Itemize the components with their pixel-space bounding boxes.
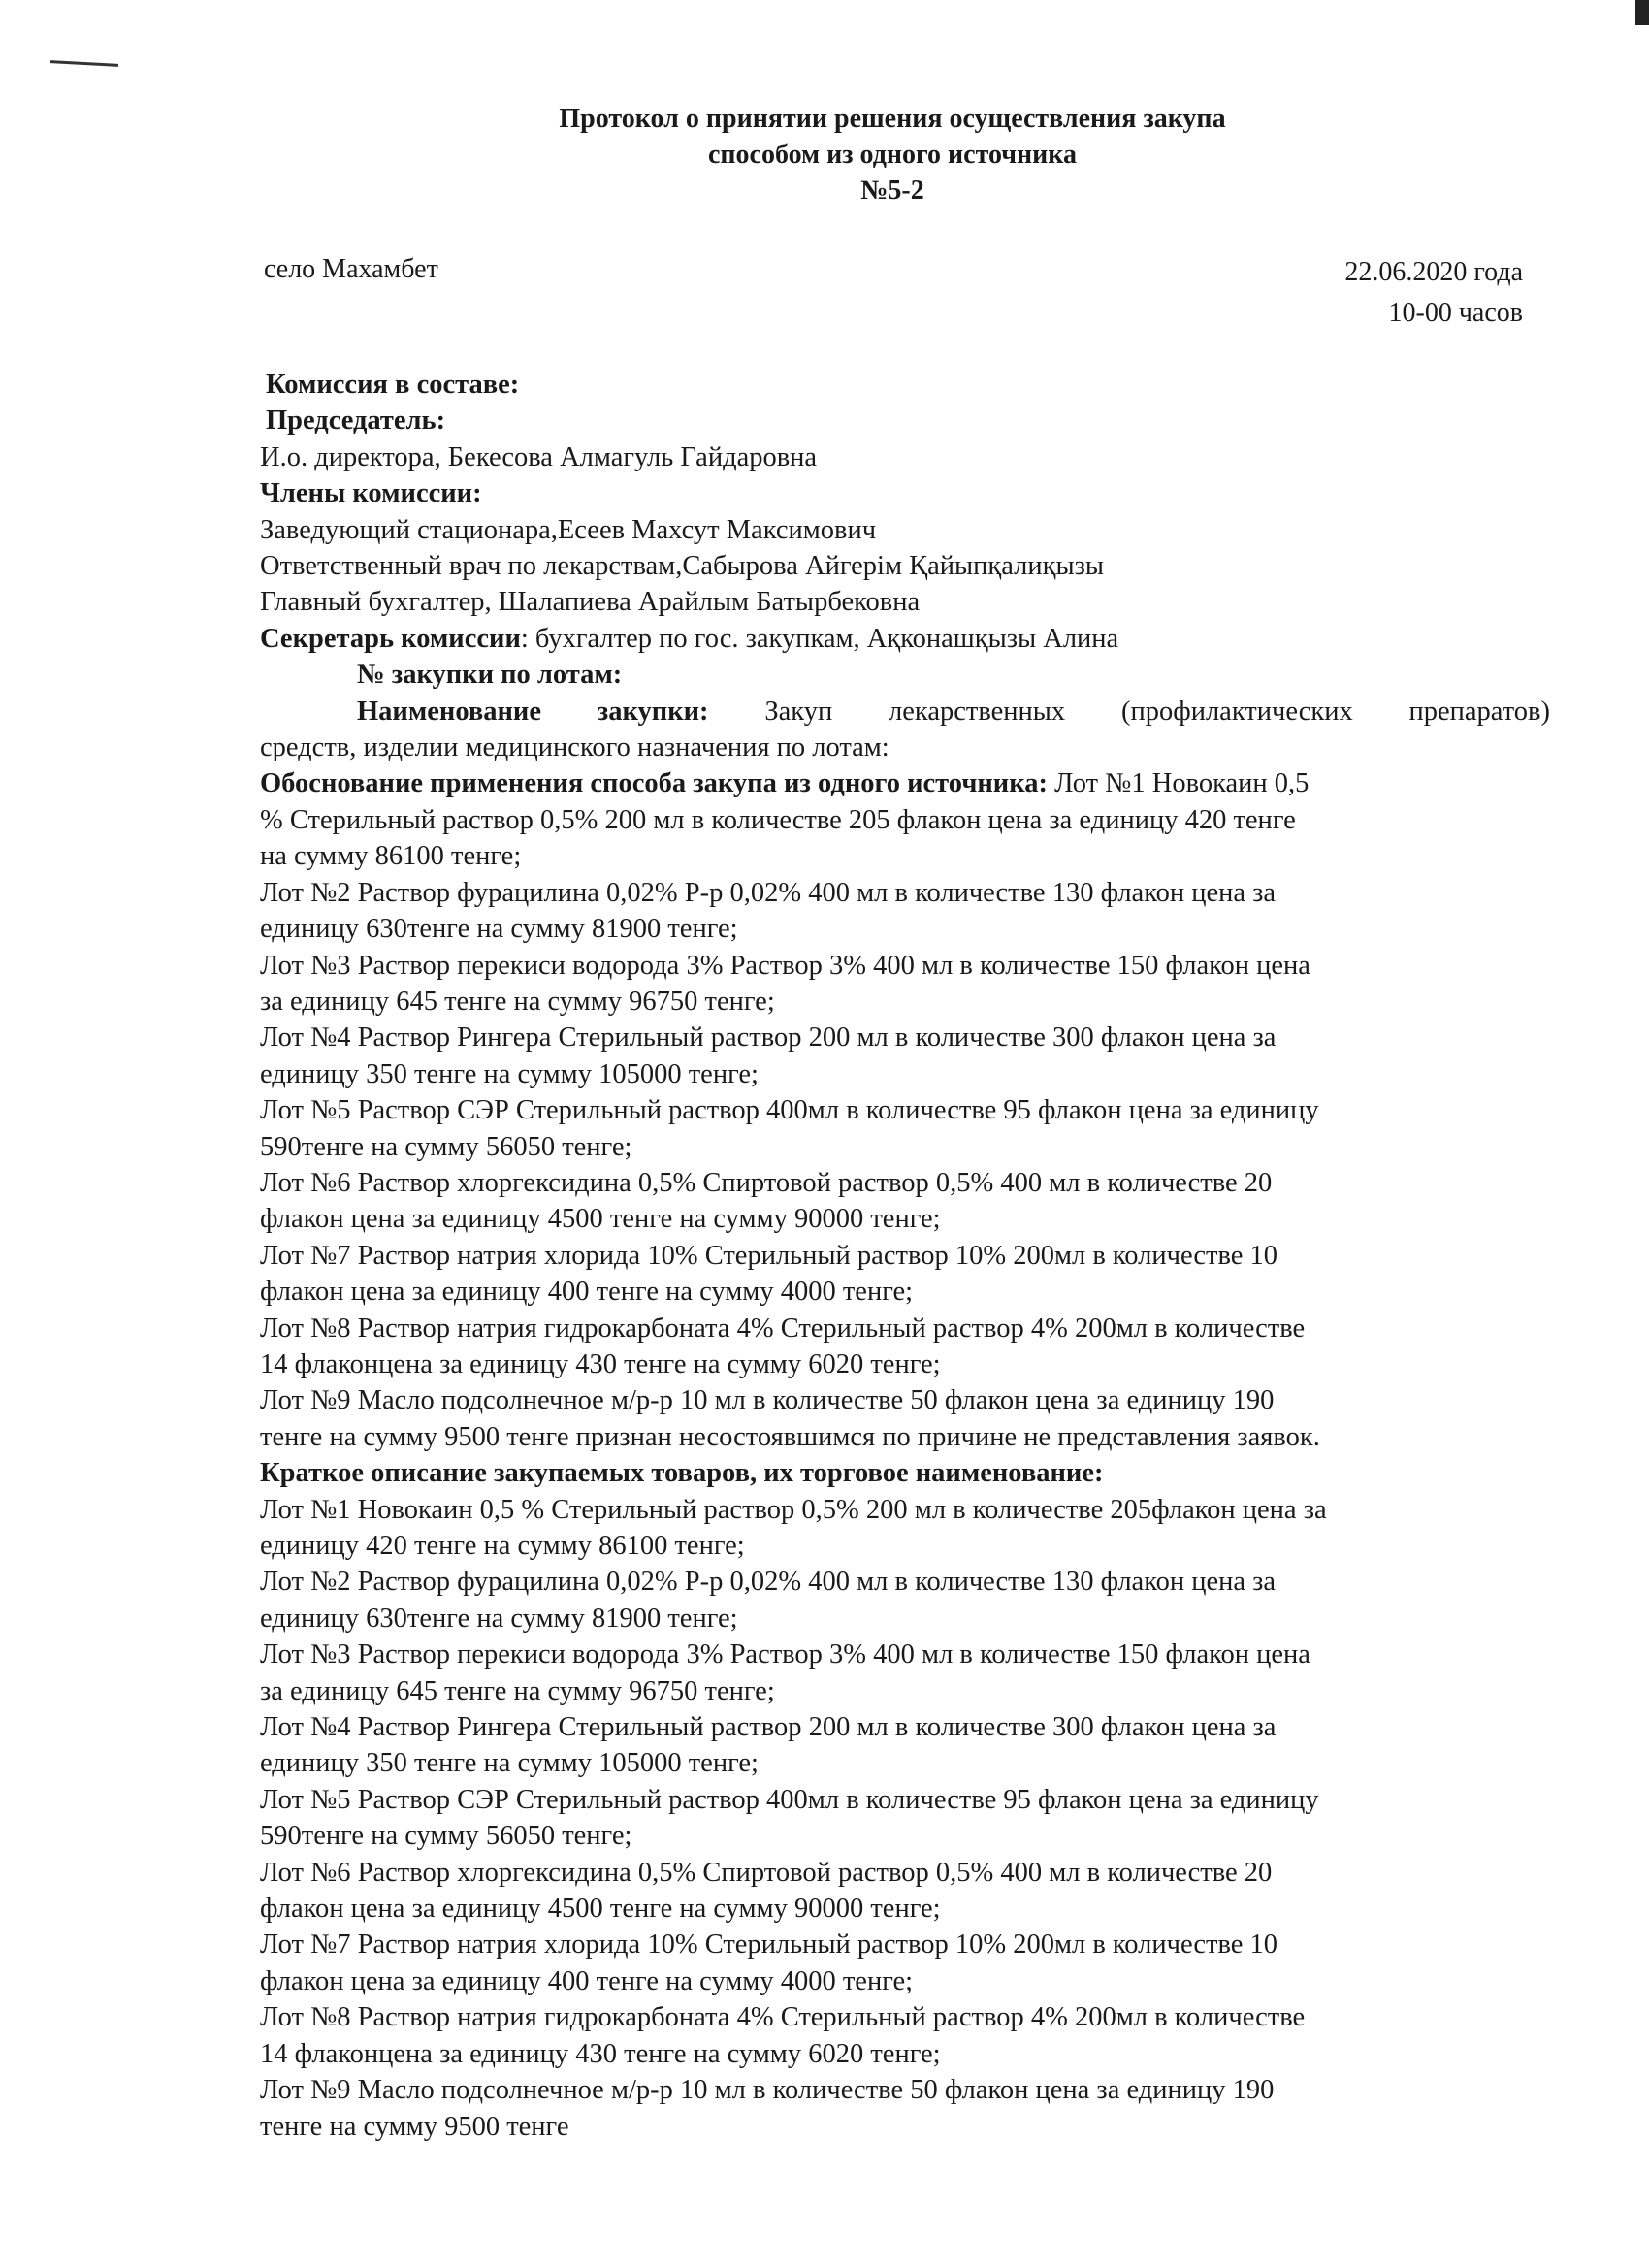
justification-line: Лот №8 Раствор натрия гидрокарбоната 4% Стерильный раствор 4% 200мл в количестве (260, 1312, 1306, 1344)
description-line: единицу 350 тенге на сумму 105000 тенге; (260, 1748, 759, 1779)
chair-label: Председатель: (266, 405, 446, 437)
description-line: Лот №5 Раствор СЭР Стерильный раствор 400мл в количестве 95 флакон цена за единицу (260, 1784, 1319, 1815)
description-line: Лот №4 Раствор Рингера Стерильный раствор 200 мл в количестве 300 флакон цена за (260, 1712, 1277, 1743)
description-line: за единицу 645 тенге на сумму 96750 тенге; (260, 1675, 775, 1706)
justification-line: тенге на сумму 9500 тенге признан несостоявшимся по причине не представления заявок. (260, 1421, 1320, 1452)
justification-line: Лот №9 Масло подсолнечное м/р-р 10 мл в количестве 50 флакон цена за единицу 190 (260, 1385, 1275, 1416)
description-line: единицу 630тенге на сумму 81900 тенге; (260, 1603, 738, 1634)
scan-artifact-corner (1635, 0, 1649, 25)
justification-line: Лот №7 Раствор натрия хлорида 10% Стерильный раствор 10% 200мл в количестве 10 (260, 1240, 1278, 1271)
justification-label: Обоснование применения способа закупа из одного источника: (260, 768, 1048, 799)
justification-line: % Стерильный раствор 0,5% 200 мл в количестве 205 флакон цена за единицу 420 тенге (260, 804, 1296, 835)
secretary-value: : бухгалтер по гос. закупкам, Ақконашқызы Алина (520, 623, 1119, 654)
justification-line: Лот №3 Раствор перекиси водорода 3% Раствор 3% 400 мл в количестве 150 флакон цена (260, 950, 1310, 981)
justification-lines (260, 802, 1550, 1455)
justification-line: Лот №2 Раствор фурацилина 0,02% Р-р 0,02% 400 мл в количестве 130 флакон цена за (260, 877, 1277, 908)
justification-line: единицу 630тенге на сумму 81900 тенге; (260, 914, 738, 945)
title-line-2: способом из одного источника (707, 140, 1078, 170)
member-2: Ответственный врач по лекарствам,Сабырова Айгерім Қайыпқалиқызы (260, 551, 1105, 582)
commission-heading: Комиссия в составе: (266, 370, 520, 400)
description-line: Лот №2 Раствор фурацилина 0,02% Р-р 0,02% 400 мл в количестве 130 флакон цена за (260, 1567, 1277, 1598)
justification-line: 590тенге на сумму 56050 тенге; (260, 1131, 632, 1162)
description-line: флакон цена за единицу 400 тенге на сумму 4000 тенге; (260, 1965, 914, 1996)
justification-line: флакон цена за единицу 4500 тенге на сумму 90000 тенге; (260, 1204, 941, 1235)
lot-number-label: № закупки по лотам: (357, 660, 623, 691)
description-label: Краткое описание закупаемых товаров, их торговое наименование: (260, 1458, 1104, 1489)
description-line: Лот №3 Раствор перекиси водорода 3% Раствор 3% 400 мл в количестве 150 флакон цена (260, 1639, 1310, 1670)
description-line: Лот №9 Масло подсолнечное м/р-р 10 мл в количестве 50 флакон цена за единицу 190 (260, 2075, 1275, 2106)
description-line: Лот №7 Раствор натрия хлорида 10% Стерильный раствор 10% 200мл в количестве 10 (260, 1929, 1278, 1960)
description-line: 590тенге на сумму 56050 тенге; (260, 1821, 632, 1852)
title-line-1: Протокол о принятии решения осуществления закупа (559, 104, 1226, 134)
procurement-name-text: Закуп лекарственных (профилактических препаратов) (764, 696, 1550, 727)
date-block (1344, 252, 1523, 334)
justification-first-line (260, 765, 1550, 801)
justification-line: Лот №5 Раствор СЭР Стерильный раствор 400мл в количестве 95 флакон цена за единицу (260, 1095, 1319, 1126)
description-line: единицу 420 тенге на сумму 86100 тенге; (260, 1531, 745, 1561)
title-line-3: №5-2 (860, 176, 924, 206)
members-label: Члены комиссии: (260, 478, 482, 509)
secretary (260, 621, 1550, 657)
justification-line: Лот №1 Новокаин 0,5 (1047, 768, 1310, 799)
description-line: 14 флаконцена за единицу 430 тенге на сумму 6020 тенге; (260, 2038, 941, 2069)
place: село Махамбет (264, 254, 438, 284)
member-1: Заведующий стационара,Есеев Махсут Максимович (260, 514, 877, 545)
justification-line: Лот №4 Раствор Рингера Стерильный раствор 200 мл в количестве 300 флакон цена за (260, 1022, 1277, 1053)
document-title (0, 101, 1649, 209)
description-line: флакон цена за единицу 4500 тенге на сумму 90000 тенге; (260, 1894, 941, 1925)
description-line: тенге на сумму 9500 тенге (260, 2111, 569, 2142)
description-line: Лот №8 Раствор натрия гидрокарбоната 4% Стерильный раствор 4% 200мл в количестве (260, 2002, 1306, 2033)
procurement-name-label: Наименование закупки: (357, 696, 709, 727)
date: 22.06.2020 года (1344, 257, 1523, 287)
justification-line: единицу 350 тенге на сумму 105000 тенге; (260, 1058, 759, 1089)
description-line: Лот №6 Раствор хлоргексидина 0,5% Спиртовой раствор 0,5% 400 мл в количестве 20 (260, 1857, 1273, 1888)
justification-line: на сумму 86100 тенге; (260, 841, 522, 872)
member-3: Главный бухгалтер, Шалапиева Арайлым Батырбековна (260, 587, 921, 618)
procurement-name (260, 694, 1550, 729)
chair: И.о. директора, Бекесова Алмагуль Гайдаровна (260, 441, 818, 472)
justification-line: за единицу 645 тенге на сумму 96750 тенге; (260, 986, 775, 1017)
time: 10-00 часов (1388, 298, 1523, 328)
description-line: Лот №1 Новокаин 0,5 % Стерильный раствор 0,5% 200 мл в количестве 205флакон цена за (260, 1494, 1327, 1525)
justification-line: 14 флаконцена за единицу 430 тенге на сумму 6020 тенге; (260, 1348, 941, 1379)
procurement-name-text-2: средств, изделии медицинского назначения по лотам: (260, 732, 889, 763)
secretary-label: Секретарь комиссии (260, 623, 521, 654)
justification-line: флакон цена за единицу 400 тенге на сумму 4000 тенге; (260, 1277, 914, 1308)
scan-artifact-mark (50, 60, 118, 67)
description-lines (260, 1492, 1550, 2145)
document-body (260, 367, 1550, 2145)
justification-line: Лот №6 Раствор хлоргексидина 0,5% Спиртовой раствор 0,5% 400 мл в количестве 20 (260, 1167, 1273, 1198)
